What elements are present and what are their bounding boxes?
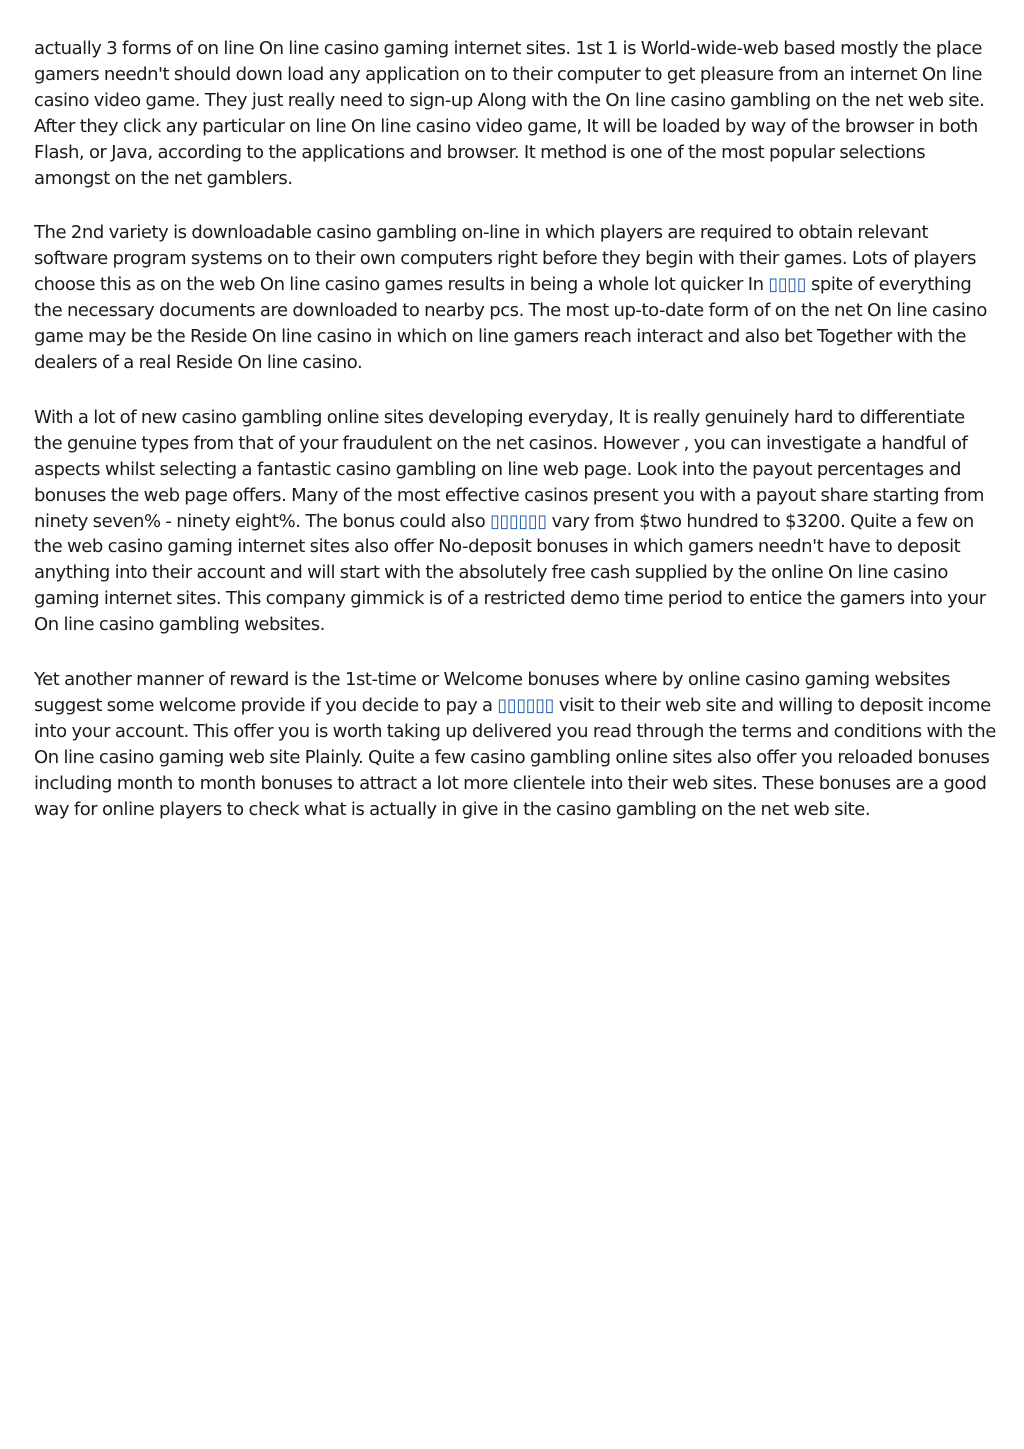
inline-link-1[interactable]: ▯▯▯▯ — [768, 274, 807, 296]
paragraph-3 — [34, 405, 996, 638]
paragraph-4 — [34, 667, 996, 822]
paragraph-2 — [34, 220, 996, 375]
paragraph-3-text-before: With a lot of new casino gambling online sites developing everyday, It is really genuinely hard to differentiate the genuine types from that of your fraudulent on the net casinos. However , you can investigate a handful of aspects whilst selecting a fantastic casino gambling on line web page. Look into the payout percentages and bonuses the web page offers. Many of the most effective casinos present you with a payout share starting from ninety seven% - ninety eight%. The bonus could also — [34, 406, 984, 532]
paragraph-1 — [34, 36, 996, 191]
paragraph-2-text-before: The 2nd variety is downloadable casino gambling on-line in which players are required to obtain relevant software program systems on to their own computers right before they begin with their games. Lots of players choose this as on the web On line casino games results in being a whole lot quicker In — [34, 222, 977, 296]
paragraph-4-text-before: Yet another manner of reward is the 1st-time or Welcome bonuses where by online casino gaming websites suggest some welcome provide if you decide to pay a — [34, 669, 951, 716]
paragraph-3-text-after: vary from $two hundred to $3200. Quite a few on the web casino gaming internet sites also offer No-deposit bonuses in which gamers needn't have to deposit anything into their account and will start with the absolutely free cash supplied by the online On line casino gaming internet sites. This company gimmick is of a restricted demo time period to entice the gamers into your On line casino gambling websites. — [34, 510, 986, 636]
paragraph-4-text-after: visit to their web site and willing to deposit income into your account. This offer you is worth taking up delivered you read through the terms and conditions with the On line casino gaming web site Plainly. Quite a few casino gambling online sites also offer you reloaded bonuses including month to month bonuses to attract a lot more clientele into their web sites. These bonuses are a good way for online players to check what is actually in give in the casino gambling on the net web site. — [34, 694, 996, 820]
paragraph-2-text-after: spite of everything the necessary documents are downloaded to nearby pcs. The most up-to-date form of on the net On line casino game may be the Reside On line casino in which on line gamers reach interact and also bet Together with the dealers of a real Reside On line casino. — [34, 274, 987, 373]
inline-link-3[interactable]: ▯▯▯▯▯▯ — [497, 694, 555, 716]
paragraph-1-text: actually 3 forms of on line On line casino gaming internet sites. 1st 1 is World-wide-web based mostly the place gamers needn't should down load any application on to their computer to get pleasure from an internet On line casino video game. They just really need to sign-up Along with the On line casino gambling on the net web site. After they click any particular on line On line casino video game, It will be loaded by way of the browser in both Flash, or Java, according to the applications and browser. It method is one of the most popular selections amongst on the net gamblers. — [34, 38, 985, 189]
document-body — [34, 36, 996, 851]
inline-link-2[interactable]: ▯▯▯▯▯▯ — [490, 510, 547, 532]
